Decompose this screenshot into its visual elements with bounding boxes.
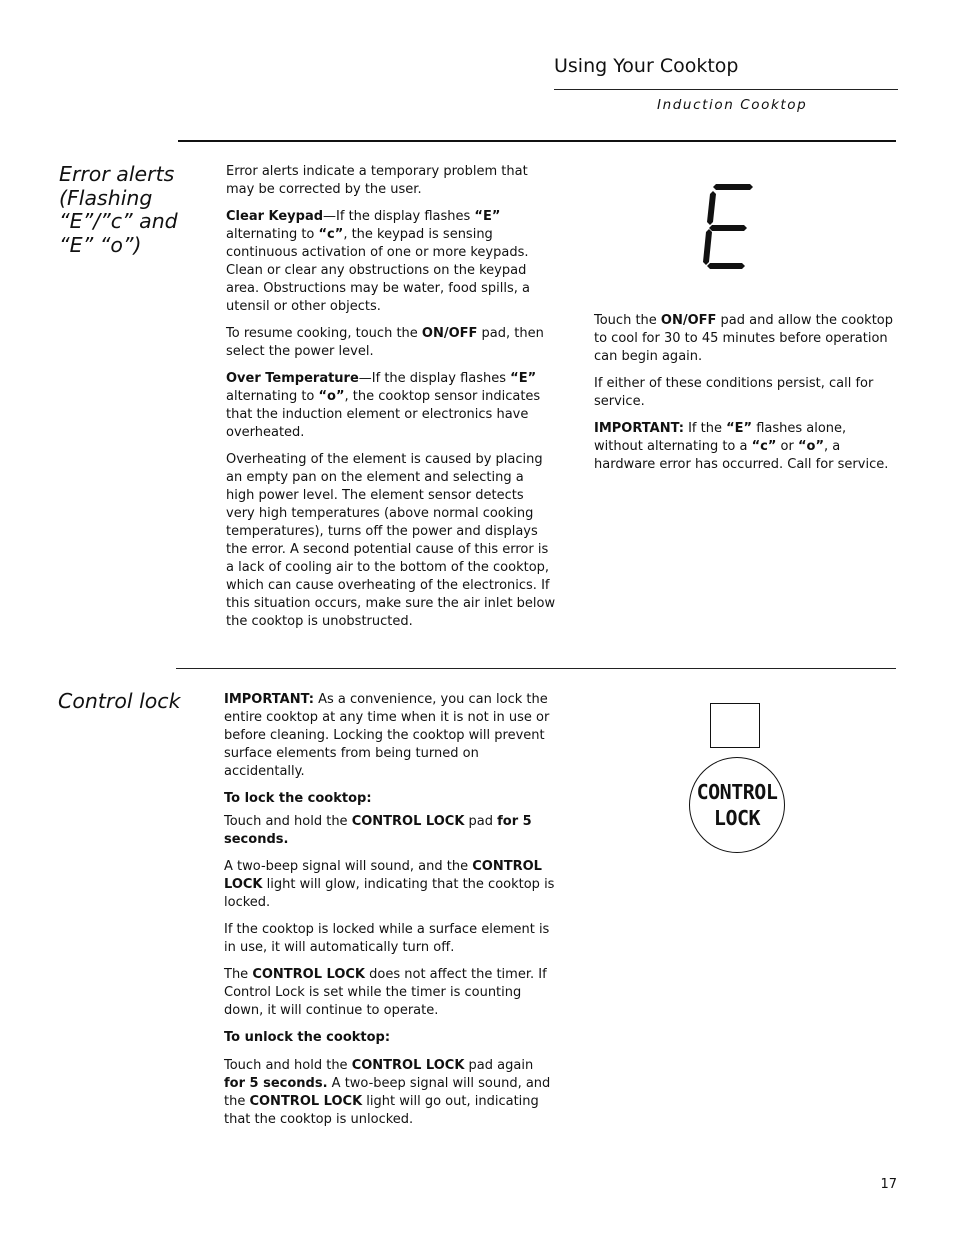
error-e-display-icon: [698, 180, 760, 272]
unlock-step-paragraph: Touch and hold the CONTROL LOCK pad again for 5 seconds. A two-beep signal will sound, and the CONTROL LOCK light will go out, indicating that the cooktop is unlocked.: [224, 1058, 551, 1127]
overheating-paragraph: Overheating of the element is caused by placing an empty pan on the element and selecting a high power level. The element sensor detects very high temperatures (above normal cooking temperatures), turns off the power and displays the error. A second potential cause of this error is a lack of cooling air to the bottom of the cooktop, which can cause overheating of the electronics. If this situation occurs, make sure the air inlet below the cooktop is unobstructed.: [226, 452, 556, 629]
lock-step-paragraph: Touch and hold the CONTROL LOCK pad for 5 seconds.: [224, 814, 532, 847]
resume-paragraph: To resume cooking, touch the ON/OFF pad, then select the power level.: [226, 326, 544, 359]
error-alerts-body: [226, 163, 556, 640]
section-divider-middle: [176, 668, 896, 669]
control-lock-pad-label: CONTROL: [696, 780, 778, 804]
control-lock-pad: [689, 757, 785, 853]
lock-subheading: To lock the cooktop:: [224, 791, 372, 806]
hardware-error-paragraph: IMPORTANT: If the “E” flashes alone, without alternating to a “c” or “o”, a hardware error has occurred. Call for service.: [594, 421, 889, 472]
section-divider-top: [178, 140, 896, 142]
error-alerts-heading: [59, 163, 178, 257]
lock-important-paragraph: IMPORTANT: As a convenience, you can lock the entire cooktop at any time when it is not in use or before cleaning. Locking the cooktop will prevent surface elements from being turned on accidentally.: [224, 692, 550, 779]
lock-beep-paragraph: A two-beep signal will sound, and the CONTROL LOCK light will glow, indicating that the cooktop is locked.: [224, 859, 555, 910]
heading-line: “E”/”c” and: [59, 209, 178, 233]
page-number: 17: [880, 1177, 897, 1192]
lock-in-use-paragraph: If the cooktop is locked while a surface element is in use, it will automatically turn off.: [224, 922, 550, 955]
heading-line: Error alerts: [59, 162, 175, 186]
error-intro: Error alerts indicate a temporary problem that may be corrected by the user.: [226, 164, 528, 197]
control-lock-heading: Control lock: [58, 689, 181, 713]
persist-paragraph: If either of these conditions persist, call for service.: [594, 376, 874, 409]
header-divider: [554, 89, 898, 90]
over-temperature-paragraph: Over Temperature—If the display flashes “E” alternating to “o”, the cooktop sensor indicates that the induction element or electronics have overheated.: [226, 371, 541, 440]
unlock-subheading: To unlock the cooktop:: [224, 1030, 391, 1045]
control-lock-pad-label: LOCK: [713, 806, 761, 830]
page-subtitle: Induction Cooktop: [657, 97, 808, 113]
control-lock-indicator-light: [710, 703, 760, 748]
control-lock-body: [224, 691, 556, 1138]
page-section-title: Using Your Cooktop: [554, 55, 739, 77]
heading-line: (Flashing: [59, 185, 153, 210]
clear-keypad-paragraph: Clear Keypad—If the display flashes “E” alternating to “c”, the keypad is sensing continuous activation of one or more keypads. Clean or clear any obstructions on the keypad area. Obstructions may be water, food spills, a utensil or other objects.: [226, 209, 531, 314]
lock-timer-paragraph: The CONTROL LOCK does not affect the timer. If Control Lock is set while the timer is counting down, it will continue to operate.: [224, 967, 547, 1018]
cooldown-paragraph: Touch the ON/OFF pad and allow the cooktop to cool for 30 to 45 minutes before operation can begin again.: [594, 313, 894, 364]
heading-line: “E” “o”): [59, 232, 142, 257]
error-alerts-right-body: [594, 312, 899, 483]
